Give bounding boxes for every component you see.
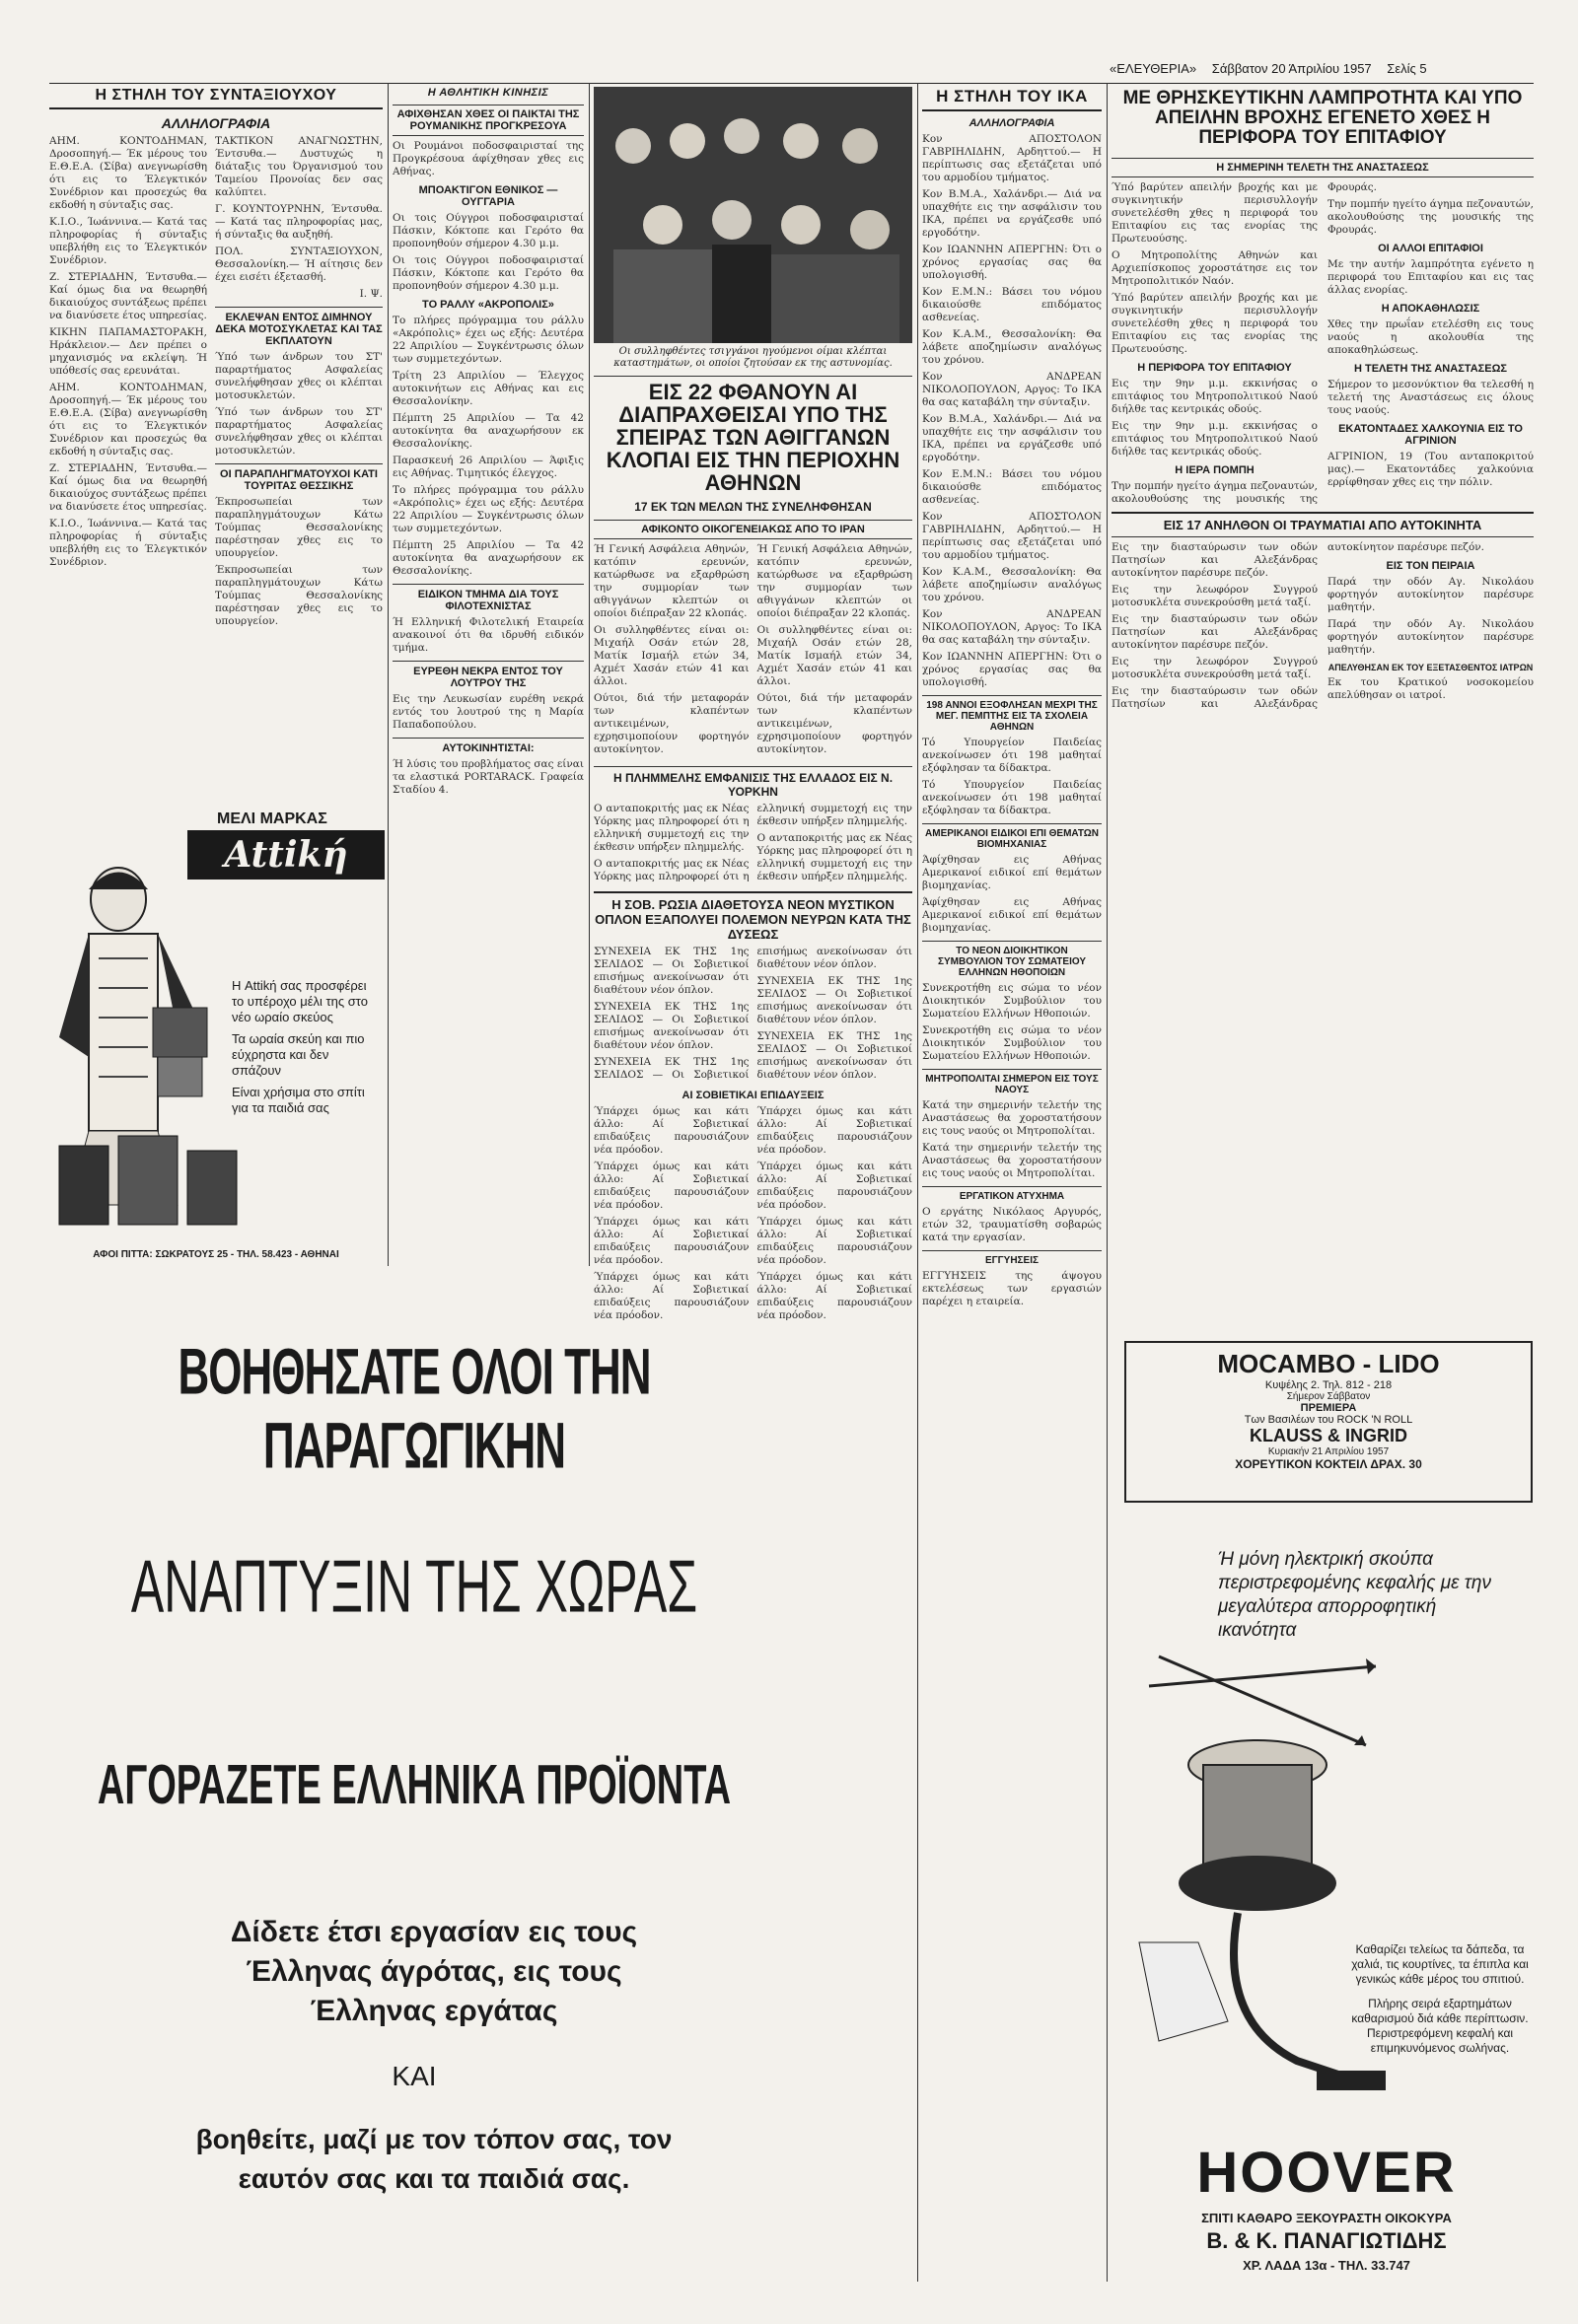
epitaph-text-2: Ο Μητροπολίτης Αθηνών και Αρχιεπίσκοπος χοροστάτησε εις τον Μητροπολιτικόν Ναόν. (1112, 248, 1318, 287)
gypsies-text-3: Ούτοι, διά τήν μεταφοράν των κλαπέντων αντικειμένων, εχρησιμοποίουν φορτηγόν αυτοκίνητον. (594, 692, 750, 756)
gypsies-text-4: Ή Γενική Ασφάλεια Αθηνών, κατόπιν ερευνών, κατώρθωσε να εξαρθρώση την συμμορίαν των αθιγγάνων κλεπτών οι οποίοι διέπραξαν 22 κλοπάς. (756, 543, 912, 620)
photo-caption: Οι συλληφθέντες τσιγγάνοι ηγούμενοι οίμαι κλέπται καταστημάτων, οι οποίοι ζητούσαν εκ της αστυνομίας. (613, 346, 893, 369)
hoover-dealer: Β. & Κ. ΠΑΝΑΓΙΩΤΙΔΗΣ (1206, 2228, 1447, 2253)
pension-letter-5: ΤΑΚΤΙΚΟΝ ΑΝΑΓΝΩΣΤΗΝ, Έντσυθα.— Δυστυχώς η διάταξις του Όργανισμού του Ταμείου Προνοίας δεν σας καλύπτει. (215, 135, 383, 198)
soviet-gains-text: Ύπάρχει όμως και κάτι άλλο: Αί Σοβιετικαί επιδαύξεις παρουσιάζουν νέα πρόοδον. (594, 1105, 750, 1157)
pension-signature: Ι. Ψ. (359, 288, 383, 300)
attiki-footer: ΑΦΟΙ ΠΙΤΤΑ: ΣΩΚΡΑΤΟΥΣ 25 - ΤΗΛ. 58.423 - ΑΘΗΝΑΙ (93, 1249, 339, 1260)
gypsies-sub-2: ΑΦΙΚΟΝΤΟ ΟΙΚΟΓΕΝΕΙΑΚΩΣ ΑΠΟ ΤΟ ΙΡΑΝ (594, 520, 912, 539)
masthead-date: Σάββατον 20 Άπριλίου 1957 (1211, 61, 1372, 76)
soviet-gains-text-3: Ύπάρχει όμως και κάτι άλλο: Αί Σοβιετικαί επιδαύξεις παρουσιάζουν νέα πρόοδον. (594, 1216, 750, 1267)
ika-letter-4: Κον Ε.Μ.Ν.: Βάσει του νόμου δικαιούσθε επιδόματος ασθενείας. (922, 286, 1102, 323)
soviet-weapon-heading: Η ΣΟΒ. ΡΩΣΙΑ ΔΙΑΘΕΤΟΥΣΑ ΝΕΟΝ ΜΥΣΤΙΚΟΝ ΟΠΛΟΝ ΕΞΑΠΟΛΥΕΙ ΠΟΛΕΜΟΝ ΝΕΥΡΩΝ ΚΑΤΑ ΤΗΣ ΔΥΣΕΩΣ (594, 891, 912, 942)
doctors-released-heading: ΑΠΕΛΥΘΗΣΑΝ ΕΚ ΤΟΥ ΕΞΕΤΑΣΘΕΝΤΟΣ ΙΑΤΡΩΝ (1327, 662, 1534, 672)
soviet-gains-text-4: Ύπάρχει όμως και κάτι άλλο: Αί Σοβιετικαί επιδαύξεις παρουσιάζουν νέα πρόοδον. (594, 1271, 750, 1322)
actors-union-heading: ΤΟ ΝΕΟΝ ΔΙΟΙΚΗΤΙΚΟΝ ΣΥΜΒΟΥΛΙΟΝ ΤΟΥ ΣΩΜΑΤΕΙΟΥ ΕΛΛΗΝΩΝ ΗΘΟΠΟΙΩΝ (922, 941, 1102, 978)
ika-letter-3: Κον ΙΩΑΝΝΗΝ ΑΠΕΡΓΗΝ: Ότι ο χρόνος εργασίας σας θα υπολογισθή. (922, 244, 1102, 281)
soviet-gains-heading: ΑΙ ΣΟΒΙΕΤΙΚΑΙ ΕΠΙΔΑΥΞΕΙΣ (681, 1090, 825, 1102)
american-experts-heading: ΑΜΕΡΙΚΑΝΟΙ ΕΙΔΙΚΟΙ ΕΠΙ ΘΕΜΑΤΩΝ ΒΙΟΜΗΧΑΝΙΑΣ (922, 823, 1102, 850)
ika-letter-filler-4: Κον Κ.Α.Μ., Θεσσαλονίκη: Θα λάβετε αποζημίωσιν αναλόγως του χρόνου. (922, 566, 1102, 603)
pension-letter-3: Ζ. ΣΤΕΡΙΑΔΗΝ, Έντσυθα.— Καί όμως δια να θεωρηθή δικαιούχος συντάξεως πρέπει να διανύσετε έτος υπηρεσίας. (49, 271, 207, 321)
ika-letter-filler-2: Κον Ε.Μ.Ν.: Βάσει του νόμου δικαιούσθε επιδόματος ασθενείας. (922, 468, 1102, 506)
holy-procession-heading: Η ΙΕΡΑ ΠΟΜΠΗ (1175, 463, 1255, 476)
soviet-weapon-body (594, 946, 912, 1084)
gypsies-main-title: ΕΙΣ 22 ΦΘΑΝΟΥΝ ΑΙ ΔΙΑΠΡΑΧΘΕΙΣΑΙ ΥΠΟ ΤΗΣ ΣΠΕΙΡΑΣ ΤΩΝ ΑΘΙΓΓΑΝΩΝ ΚΛΟΠΑΙ ΕΙΣ ΤΗΝ ΠΕΡΙΟΧΗΝ ΑΘΗΝΩΝ (594, 376, 912, 494)
column-epitaph (1112, 87, 1534, 1339)
greek-ad-line-2: ΑΝΑΠΤΥΞΙΝ ΤΗΣ ΧΩΡΑΣ (130, 1545, 698, 1628)
holy-procession-text-2: Την πομπήν ηγείτο άγημα πεζοναυτών, ακολουθούσης της μουσικής της Φρουράς. (1327, 197, 1534, 236)
school-fees-text: Τό Υπουργείον Παιδείας ανεκοίνωσεν ότι 198 μαθηταί εξόφλησαν τα δίδακτρα. (922, 737, 1102, 774)
hoover-side-2: Πλήρης σειρά εξαρτημάτων καθαρισμού διά κάθε περίπτωσιν. Περιστρεφόμενη κεφαλή και επιμηκυνόμενος σωλήνας. (1351, 1997, 1529, 2055)
rally-day-3: Πέμπτη 25 Απριλίου — Τα 42 αυτοκίνητα θα αναχωρήσουν εκ Θεσσαλονίκης. (393, 412, 584, 450)
guarantees-text: ΕΓΓΥΗΣΕΙΣ της άψογου εκτελέσεως των εργασιών παρέχει η εταιρεία. (922, 1270, 1102, 1307)
mocambo-line-3: Των Βασιλέων του ROCK 'N ROLL (1244, 1414, 1413, 1426)
ika-letter-filler-5: Κον ΑΝΔΡΕΑΝ ΝΙΚΟΛΟΠΟΥΛΟΝ, Αργος: Το ΙΚΑ θα σας καταβάλη την σύνταξιν. (922, 608, 1102, 646)
american-experts-text-2: Άφίχθησαν εις Αθήνας Αμερικανοί ειδικοί επί θεμάτων βιομηχανίας. (922, 896, 1102, 934)
column-ika (922, 87, 1102, 2281)
hoover-tagline: ΣΠΙΤΙ ΚΑΘΑΡΟ ΞΕΚΟΥΡΑΣΤΗ ΟΙΚΟΚΥΡΑ (1201, 2211, 1452, 2225)
column-sports (393, 87, 584, 1270)
ika-letter-filler-3: Κον ΑΠΟΣΤΟΛΟΝ ΓΑΒΡΙΗΛΙΔΗΝ, Αρδηττού.— Η περίπτωσις σας εξετάζεται υπό του αρμοδίου τμήματος. (922, 511, 1102, 561)
paraplegic-text-2: Έκπροσωπείαι των παραπληγμάτουχων Κάτω Τούμπας Θεσσαλονίκης παρέστησαν χθες εις το υπουργείον. (215, 564, 383, 627)
romanian-team-text: Οι Ρουμάνοι ποδοσφαιρισταί της Προγκρέσουα άφίχθησαν χθες εις Αθήνας. (393, 140, 584, 177)
guarantees-heading: ΕΓΓΥΗΣΕΙΣ (922, 1250, 1102, 1266)
ika-letter-5: Κον Κ.Α.Μ., Θεσσαλονίκη: Θα λάβετε αποζημίωσιν αναλόγως του χρόνου. (922, 328, 1102, 366)
acropolis-rally-heading: ΤΟ ΡΑΛΛΥ «ΑΚΡΟΠΟΛΙΣ» (422, 299, 554, 311)
car-injuries-text-1: Εις την διασταύρωσιν των οδών Πατησίων και Αλεξάνδρας αυτοκίνητον παρέσυρε πεζόν. (1112, 540, 1318, 579)
hoover-ad (1119, 1509, 1534, 2278)
american-experts-text: Άφίχθησαν εις Αθήνας Αμερικανοί ειδικοί επί θεμάτων βιομηχανίας. (922, 854, 1102, 891)
masthead-page: Σελίς 5 (1387, 61, 1427, 76)
pension-column-heading: Η ΣΤΗΛΗ ΤΟΥ ΣΥΝΤΑΞΙΟΥΧΟΥ (49, 87, 383, 109)
ny-exhibition-text-2: Ο ανταποκριτής μας εκ Νέας Υόρκης μας πληροφορεί ότι η ελληνική συμμετοχή εις την έκθεσιν υπήρξεν πλημμελής. (594, 803, 912, 883)
ika-heading: Η ΣΤΗΛΗ ΤΟΥ ΙΚΑ (922, 87, 1102, 111)
mocambo-performers: KLAUSS & INGRID (1249, 1426, 1407, 1445)
attiki-text-2: Τα ωραία σκεύη και πιο εύχρηστα και δεν σπάζουν (232, 1031, 365, 1078)
column-pension (49, 87, 383, 797)
mocambo-line-5: Κυριακήν 21 Απριλίου 1957 (1267, 1446, 1390, 1457)
car-injuries-text-3: Εις την διασταύρωσιν των οδών Πατησίων και Αλεξάνδρας αυτοκίνητον παρέσυρε πεζόν. (1112, 612, 1318, 651)
car-injuries-body (1112, 541, 1534, 711)
mocambo-name: MOCAMBO - LIDO (1217, 1349, 1440, 1378)
car-injuries-text-5: Εις την διασταύρωσιν των οδών Πατησίων και Αλεξάνδρας αυτοκίνητον παρέσυρε πεζόν. (1112, 540, 1484, 710)
ika-letter-filler-1: Κον Β.Μ.Α., Χαλάνδρι.— Διά να υπαχθήτε εις την ασφάλισιν του ΙΚΑ, πρέπει να εργάζεσθε υπό εργοδότην. (922, 413, 1102, 463)
hoover-side-text (1351, 1942, 1529, 2056)
car-injuries-heading: ΕΙΣ 17 ΑΝΗΛΘΟΝ ΟΙ ΤΡΑΥΜΑΤΙΑΙ ΑΠΟ ΑΥΤΟΚΙΝΗΤΑ (1112, 512, 1534, 537)
column-gypsies (594, 87, 912, 2281)
soviet-weapon-text: ΣΥΝΕΧΕΙΑ ΕΚ ΤΗΣ 1ης ΣΕΛΙΔΟΣ — Οι Σοβιετικοί επισήμως ανεκοίνωσαν ότι διαθέτουν νέον όπλον. (594, 946, 750, 997)
greek-ad-line-4: Δίδετε έτσι εργασίαν εις τους Έλληνας άγρότας, εις τους Έλληνας εργάτας (230, 1916, 638, 2027)
mocambo-line-1: Σήμερον Σάββατον (1286, 1391, 1371, 1402)
soviet-weapon-text-4: ΣΥΝΕΧΕΙΑ ΕΚ ΤΗΣ 1ης ΣΕΛΙΔΟΣ — Οι Σοβιετικοί επισήμως ανεκοίνωσαν ότι διαθέτουν νέον όπλον. (756, 975, 912, 1026)
photo-people-shapes (594, 87, 912, 343)
procession-text: Εις την 9ην μ.μ. εκκινήσας ο επιτάφιος του Μητροπολιτικού Ναού διήλθε τας κεντρικάς οδούς. (1112, 377, 1318, 415)
rally-day-filler-2: Πέμπτη 25 Απριλίου — Τα 42 αυτοκίνητα θα αναχωρήσουν εκ Θεσσαλονίκης. (393, 539, 584, 577)
metropolitans-text: Κατά την σημερινήν τελετήν της Αναστάσεως θα χοροστατήσουν εις τους ναούς οι Μητροπολίται. (922, 1099, 1102, 1137)
ika-letter-filler-6: Κον ΙΩΑΝΝΗΝ ΑΠΕΡΓΗΝ: Ότι ο χρόνος εργασίας σας θα υπολογισθή. (922, 651, 1102, 688)
pension-letter-filler: ΑΗΜ. ΚΟΝΤΟΔΗΜΑΝ, Δροσοπηγή.— Έκ μέρους του Ε.Θ.Ε.Α. (Σίβα) ανεγνωρίσθη ότι εις το Έλεγκτικόν Συνέδριον και προσεχώς θα εκδοθή η σύνταξις σας. (49, 382, 207, 458)
gypsies-body (594, 543, 912, 760)
work-accident-text: Ο εργάτης Νικόλαος Αργυρός, ετών 32, τραυματίσθη σοβαρώς κατά την εργασίαν. (922, 1206, 1102, 1243)
holy-procession-text: Την πομπήν ηγείτο άγημα πεζοναυτών, ακολουθούσης της μουσικής της Φρουράς. (1112, 180, 1377, 505)
work-accident-heading: ΕΡΓΑΤΙΚΟΝ ΑΤΥΧΗΜΑ (922, 1186, 1102, 1202)
resurrection-sub-heading: Η ΣΗΜΕΡΙΝΗ ΤΕΛΕΤΗ ΤΗΣ ΑΝΑΣΤΑΣΕΩΣ (1112, 158, 1534, 177)
masthead-paper: «ΕΛΕΥΘΕΡΙΑ» (1110, 61, 1197, 76)
piraeus-heading: ΕΙΣ ΤΟΝ ΠΕΙΡΑΙΑ (1386, 559, 1475, 572)
resurrection-ceremony-heading: Η ΤΕΛΕΤΗ ΤΗΣ ΑΝΑΣΤΑΣΕΩΣ (1354, 362, 1507, 375)
epitaph-text-1: Ύπό βαρύτεν απειλήν βροχής και με συγκινητικήν περισυλλογήν συνετελέσθη χθες η περιφορά του Επιταφίου εις τας ενορίας της Πρωτευούσης. (1112, 180, 1318, 245)
ethnikos-hungary-heading: ΜΠΟΑΚΤΙΓΟΝ ΕΘΝΙΚΟΣ — ΟΥΓΓΑΡΙΑ (418, 184, 558, 208)
romanian-team-heading: ΑΦΙΧΘΗΣΑΝ ΧΘΕΣ ΟΙ ΠΑΙΚΤΑΙ ΤΗΣ ΡΟΥΜΑΝΙΚΗΣ ΠΡΟΓΚΡΕΣΟΥΑ (393, 105, 584, 136)
procession-heading: Η ΠΕΡΙΦΟΡΑ ΤΟΥ ΕΠΙΤΑΦΙΟΥ (1137, 361, 1292, 374)
pension-letter-1: ΑΗΜ. ΚΟΝΤΟΔΗΜΑΝ, Δροσοπηγή.— Έκ μέρους του Ε.Θ.Ε.Α. (Σίβα) ανεγνωρίσθη ότι εις το Έλεγκτικόν Συνέδριον και προσεχώς θα εκδοθή η σύνταξις σας. (49, 135, 207, 211)
epitaph-text-filler: Ύπό βαρύτεν απειλήν βροχής και με συγκινητικήν περισυλλογήν συνετελέσθη χθες η περιφορά του Επιταφίου εις τας ενορίας της Πρωτευούσης. (1112, 291, 1318, 355)
soviet-gains-body (594, 1105, 912, 1326)
pension-letter-2: Κ.Ι.Ο., Ίωάννινα.— Κατά τας πληροφορίας ή σύνταξις υπεβλήθη εις το Έλεγκτικόν Συνέδριον. (49, 216, 207, 266)
resurrection-ceremony-text: Σήμερον το μεσονύκτιον θα τελεσθή η τελετή της Αναστάσεως εις όλους τους ναούς. (1327, 378, 1534, 416)
gypsies-text-5: Οι συλληφθέντες είναι οι: Μιχαήλ Οσάν ετών 28, Ματίκ Ισμαήλ ετών 34, Αχμέτ Χασάν ετών 41 και άλλοι. (756, 624, 912, 688)
ny-exhibition-body (594, 803, 912, 885)
paraplegic-heading: ΟΙ ΠΑΡΑΠΛΗΓΜΑΤΟΥΧΟΙ ΚΑΤΙ ΤΟΥΡΙΤΑΣ ΘΕΣΣΙΚΗΣ (215, 463, 383, 492)
mocambo-cocktail: ΧΟΡΕΥΤΙΚΟΝ ΚΟΚΤΕΙΛ ΔΡΑΧ. 30 (1235, 1457, 1422, 1471)
attiki-top-line: ΜΕΛΙ ΜΑΡΚΑΣ (217, 810, 327, 827)
gypsies-text-2: Οι συλληφθέντες είναι οι: Μιχαήλ Οσάν ετών 28, Ματίκ Ισμαήλ ετών 34, Αχμέτ Χασάν ετών 41 και άλλοι. (594, 624, 750, 688)
rally-day-1: Το πλήρες πρόγραμμα του ράλλυ «Ακρόπολις» έχει ως εξής: Δευτέρα 22 Απριλίου — Συγκέντρωσις όλων των συμμετεχόντων. (393, 315, 584, 365)
metropolitans-text-2: Κατά την σημερινήν τελετήν της Αναστάσεως θα χοροστατήσουν εις τους ναούς οι Μητροπολίται. (922, 1142, 1102, 1179)
metropolitans-heading: ΜΗΤΡΟΠΟΛΙΤΑΙ ΣΗΜΕΡΟΝ ΕΙΣ ΤΟΥΣ ΝΑΟΥΣ (922, 1069, 1102, 1095)
pension-correspondence-heading: ΑΛΛΗΛΟΓΡΑΦΙΑ (161, 115, 271, 131)
mocambo-line-2: ΠΡΕΜΙΕΡΑ (1300, 1402, 1357, 1414)
ika-letter-1: Κον ΑΠΟΣΤΟΛΟΝ ΓΑΒΡΙΗΛΙΔΗΝ, Αρδηττού.— Η περίπτωσις σας εξετάζεται υπό του αρμοδίου τμήματος. (922, 133, 1102, 183)
piraeus-text: Παρά την οδόν Αγ. Νικολάου φορτηγόν αυτοκίνητον παρέσυρε μαθητήν. (1327, 575, 1534, 613)
car-injuries-text-2: Εις την λεωφόρον Συγγρού μοτοσυκλέτα συνεκρούσθη μετά ταξί. (1112, 583, 1318, 608)
other-epitaphs-text: Με την αυτήν λαμπρότητα εγένετο η περιφορά του Επιταφίου και εις τας άλλας ενορίας. (1327, 257, 1534, 296)
epitaph-main-title: ΜΕ ΘΡΗΣΚΕΥΤΙΚΗΝ ΛΑΜΠΡΟΤΗΤΑ ΚΑΙ ΥΠΟ ΑΠΕΙΛΗΝ ΒΡΟΧΗΣ ΕΓΕΝΕΤΟ ΧΘΕΣ Η ΠΕΡΙΦΟΡΑ ΤΟΥ ΕΠΙΤΑΦΙΟΥ (1122, 88, 1523, 148)
bath-death-heading: ΕΥΡΕΘΗ ΝΕΚΡΑ ΕΝΤΟΣ ΤΟΥ ΛΟΥΤΡΟΥ ΤΗΣ (393, 661, 584, 689)
ika-letter-2: Κον Β.Μ.Α., Χαλάνδρι.— Διά να υπαχθήτε εις την ασφάλισιν του ΙΚΑ, πρέπει να εργάζεσθε υπό εργοδότην. (922, 188, 1102, 239)
philately-heading: ΕΙΔΙΚΟΝ ΤΜΗΜΑ ΔΙΑ ΤΟΥΣ ΦΙΛΟΤΕΧΝΙΣΤΑΣ (393, 584, 584, 612)
motorcycle-theft-text-2: Ύπό των άνδρων του ΣΤ' παραρτήματος Ασφαλείας συνελήφθησαν χθες οι κλέπται μοτοσυκλετών. (215, 406, 383, 457)
soviet-weapon-text-3: ΣΥΝΕΧΕΙΑ ΕΚ ΤΗΣ 1ης ΣΕΛΙΔΟΣ — Οι Σοβιετικοί επισήμως ανεκοίνωσαν ότι διαθέτουν νέον όπλον. (594, 946, 912, 1082)
ika-letter-6: Κον ΑΝΔΡΕΑΝ ΝΙΚΟΛΟΠΟΥΛΟΝ, Αργος: Το ΙΚΑ θα σας καταβάλη την σύνταξιν. (922, 371, 1102, 408)
soviet-gains-text-8: Ύπάρχει όμως και κάτι άλλο: Αί Σοβιετικαί επιδαύξεις παρουσιάζουν νέα πρόοδον. (756, 1271, 912, 1322)
actors-union-text-2: Συνεκροτήθη εις σώμα το νέον Διοικητικόν Συμβούλιον του Σωματείου Ελλήνων Ηθοποιών. (922, 1024, 1102, 1062)
ny-exhibition-text: Ο ανταποκριτής μας εκ Νέας Υόρκης μας πληροφορεί ότι η ελληνική συμμετοχή εις την έκθεσιν υπήρξεν πλημμελής. (594, 803, 750, 854)
soviet-gains-text-2: Ύπάρχει όμως και κάτι άλλο: Αί Σοβιετικαί επιδαύξεις παρουσιάζουν νέα πρόοδον. (594, 1161, 750, 1212)
soviet-gains-text-7: Ύπάρχει όμως και κάτι άλλο: Αί Σοβιετικαί επιδαύξεις παρουσιάζουν νέα πρόοδον. (756, 1216, 912, 1267)
masthead (1110, 61, 1534, 81)
greek-ad-line-3: ΑΓΟΡΑΖΕΤΕ ΕΛΛΗΝΙΚΑ ΠΡΟΪΟΝΤΑ (97, 1754, 732, 1817)
motorcycle-theft-text: Ύπό των άνδρων του ΣΤ' παραρτήματος Ασφαλείας συνελήφθησαν χθες οι κλέπται μοτοσυκλετών. (215, 351, 383, 401)
rally-day-2: Τρίτη 23 Απριλίου — Έλεγχος αυτοκινήτων εις Αθήνας και εις Θεσσαλονίκην. (393, 370, 584, 407)
procession-text-2: Εις την 9ην μ.μ. εκκινήσας ο επιτάφιος του Μητροπολιτικού Ναού διήλθε τας κεντρικάς οδούς. (1112, 419, 1318, 458)
ny-exhibition-text-3: Ο ανταποκριτής μας εκ Νέας Υόρκης μας πληροφορεί ότι η ελληνική συμμετοχή εις την έκθεσιν υπήρξεν πλημμελής. (756, 832, 912, 883)
epitaph-body (1112, 181, 1534, 506)
soviet-gains-text-6: Ύπάρχει όμως και κάτι άλλο: Αί Σοβιετικαί επιδαύξεις παρουσιάζουν νέα πρόοδον. (756, 1161, 912, 1212)
motorcycle-theft-heading: ΕΚΛΕΨΑΝ ΕΝΤΟΣ ΔΙΜΗΝΟΥ ΔΕΚΑ ΜΟΤΟΣΥΚΛΕΤΑΣ ΚΑΙ ΤΑΣ ΕΚΠΛΑΤΟΥΝ (215, 307, 383, 347)
soviet-gains-text-5: Ύπάρχει όμως και κάτι άλλο: Αί Σοβιετικαί επιδαύξεις παρουσιάζουν νέα πρόοδον. (756, 1105, 912, 1157)
pension-letter-6: Γ. ΚΟΥΝΤΟΥΡΝΗΝ, Έντσυθα.— Κατά τας πληροφορίας μας, ή σύνταξις θα αυξηθή. (215, 203, 383, 241)
agrinio-heading: ΕΚΑΤΟΝΤΑΔΕΣ ΧΑΛΚΟΥΝΙΑ ΕΙΣ ΤΟ ΑΓΡΙΝΙΟΝ (1338, 422, 1523, 447)
hoover-side-1: Καθαρίζει τελείως τα δάπεδα, τα χαλιά, τις κουρτίνες, τα έπιπλα και γενικώς κάθε μέρος του σπιτιού. (1351, 1942, 1529, 1986)
bath-death-text: Εις την Λευκωσίαν ευρέθη νεκρά εντός του λουτρού της η Μαρία Παπαδοπούλου. (393, 693, 584, 731)
ethnikos-hungary-text: Οι τοις Ούγγροι ποδοσφαιρισταί Πάσκιν, Κόκτοπε και Γερότο θα προπονηθούν σήμερον 4.30 μ.μ. (393, 212, 584, 249)
attiki-brand: Attikή (187, 830, 385, 880)
rally-day-4: Παρασκευή 26 Απριλίου — Άφιξις εις Αθήνας. Τιμητικός έλεγχος. (393, 455, 584, 479)
piraeus-text-2: Παρά την οδόν Αγ. Νικολάου φορτηγόν αυτοκίνητον παρέσυρε μαθητήν. (1327, 617, 1534, 656)
greek-ad-line-5: ΚΑΙ (392, 2061, 437, 2091)
descent-text: Χθες την πρωΐαν ετελέσθη εις τους ναούς η ακολουθία της αποκαθηλώσεως. (1327, 317, 1534, 356)
hoover-address: ΧΡ. ΛΑΔΑ 13α - ΤΗΛ. 33.747 (1243, 2258, 1410, 2273)
hoover-brand: HOOVER (1196, 2141, 1457, 2205)
motorists-heading: ΑΥΤΟΚΙΝΗΤΙΣΤΑΙ: (393, 738, 584, 754)
ika-correspondence-heading: ΑΛΛΗΛΟΓΡΑΦΙΑ (968, 117, 1055, 129)
soviet-weapon-text-5: ΣΥΝΕΧΕΙΑ ΕΚ ΤΗΣ 1ης ΣΕΛΙΔΟΣ — Οι Σοβιετικοί επισήμως ανεκοίνωσαν ότι διαθέτουν νέον όπλον. (756, 1030, 912, 1082)
philately-text: Ή Ελληνική Φιλοτελική Εταιρεία ανακοινοί ότι θα ιδρυθή ειδικόν τμήμα. (393, 616, 584, 654)
pension-letter-filler-2: Ζ. ΣΤΕΡΙΑΔΗΝ, Έντσυθα.— Καί όμως δια να θεωρηθή δικαιούχος συντάξεως πρέπει να διανύσετε έτος υπηρεσίας. (49, 462, 207, 513)
arrested-gypsies-photo (594, 87, 912, 343)
sports-heading: Η ΑΘΛΗΤΙΚΗ ΚΙΝΗΣΙΣ (427, 87, 549, 99)
attiki-text-1: Η Attikή σας προσφέρει το υπέροχο μέλι της στο νέο ωραίο σκεύος (232, 978, 368, 1024)
gypsies-sub-1: 17 ΕΚ ΤΩΝ ΜΕΛΩΝ ΤΗΣ ΣΥΝΕΛΗΦΘΗΣΑΝ (634, 500, 872, 515)
honey-jars-illustration (49, 1126, 247, 1234)
greek-ad-line-6: βοηθείτε, μαζί με τον τόπον σας, τον εαυτόν σας και τα παιδιά σας. (195, 2124, 673, 2194)
pension-letter-7: ΠΟΛ. ΣΥΝΤΑΞΙΟΥΧΟΝ, Θεσσαλονίκη.— Ή αίτησις δεν έχει εισέτι έξετασθή. (215, 246, 383, 283)
agrinio-text: ΑΓΡΙΝΙΟΝ, 19 (Του ανταποκριτού μας).— Εκατοντάδες χαλκούνια ερρίφθησαν χθες εις την πόλιν. (1327, 450, 1534, 488)
ny-exhibition-heading: Η ΠΛΗΜΜΕΛΗΣ ΕΜΦΑΝΙΣΙΣ ΤΗΣ ΕΛΛΑΔΟΣ ΕΙΣ Ν. ΥΟΡΚΗΝ (594, 766, 912, 799)
attiki-text-3: Είναι χρήσιμα στο σπίτι για τα παιδιά σας (232, 1085, 365, 1115)
pension-letter-4: ΚΙΚΗΝ ΠΑΠΑΜΑΣΤΟΡΑΚΗ, Ηράκλειον.— Δεν πρέπει ο μηχανισμός να εκλείψη. Ή υπόθεσίς σας ερευνάται. (49, 326, 207, 377)
paraplegic-text: Έκπροσωπείαι των παραπληγμάτουχων Κάτω Τούμπας Θεσσαλονίκης παρέστησαν χθες εις το υπουργείον. (215, 496, 383, 559)
car-injuries-text-4: Εις την λεωφόρον Συγγρού μοτοσυκλέτα συνεκρούσθη μετά ταξί. (1112, 655, 1318, 680)
school-fees-text-2: Τό Υπουργείον Παιδείας ανεκοίνωσεν ότι 198 μαθηταί εξόφλησαν τα δίδακτρα. (922, 779, 1102, 816)
ethnikos-hungary-text-2: Οι τοις Ούγγροι ποδοσφαιρισταί Πάσκιν, Κόκτοπε και Γερότο θα προπονηθούν σήμερον 4.30 μ.μ. (393, 254, 584, 292)
motorists-text: Ή λύσις του προβλήματος σας είναι τα ελαστικά PORTARACK. Γραφεία Σταδίου 4. (393, 758, 584, 796)
gypsies-text-6: Ούτοι, διά τήν μεταφοράν των κλαπέντων αντικειμένων, εχρησιμοποίουν φορτηγόν αυτοκίνητον. (756, 692, 912, 756)
attiki-honey-ad (49, 801, 383, 1264)
other-epitaphs-heading: ΟΙ ΑΛΛΟΙ ΕΠΙΤΑΦΙΟΙ (1378, 242, 1483, 254)
actors-union-text: Συνεκροτήθη εις σώμα το νέον Διοικητικόν Συμβούλιον του Σωματείου Ελλήνων Ηθοποιών. (922, 982, 1102, 1020)
attiki-description (232, 978, 380, 1116)
doctors-released-text: Εκ του Κρατικού νοσοκομείου απελύθησαν οι ιατροί. (1327, 675, 1534, 701)
greek-ad-line-1: ΒΟΗΘΗΣΑΤΕ ΟΛΟΙ ΤΗΝ ΠΑΡΑΓΩΓΙΚΗΝ (178, 1336, 651, 1483)
mocambo-lido-ad (1124, 1341, 1533, 1503)
rally-day-filler: Το πλήρες πρόγραμμα του ράλλυ «Ακρόπολις» έχει ως εξής: Δευτέρα 22 Απριλίου — Συγκέντρωσις όλων των συμμετεχόντων. (393, 484, 584, 534)
mocambo-address: Κυψέλης 2. Τηλ. 812 - 218 (1264, 1379, 1393, 1391)
descent-heading: Η ΑΠΟΚΑΘΗΛΩΣΙΣ (1381, 302, 1480, 315)
pension-letter-filler-3: Κ.Ι.Ο., Ίωάννινα.— Κατά τας πληροφορίας ή σύνταξις υπεβλήθη εις το Έλεγκτικόν Συνέδριον. (49, 518, 207, 568)
school-fees-heading: 198 ΑΝΝΟΙ ΕΞΟΦΛΗΣΑΝ ΜΕΧΡΙ ΤΗΣ ΜΕΓ. ΠΕΜΠΤΗΣ ΕΙΣ ΤΑ ΣΧΟΛΕΙΑ ΑΘΗΝΩΝ (922, 695, 1102, 733)
soviet-weapon-text-2: ΣΥΝΕΧΕΙΑ ΕΚ ΤΗΣ 1ης ΣΕΛΙΔΟΣ — Οι Σοβιετικοί επισήμως ανεκοίνωσαν ότι διαθέτουν νέον όπλον. (594, 1001, 750, 1052)
gypsies-text-1: Ή Γενική Ασφάλεια Αθηνών, κατόπιν ερευνών, κατώρθωσε να εξαρθρώση την συμμορίαν των αθιγγάνων κλεπτών οι οποίοι διέπραξαν 22 κλοπάς. (594, 543, 750, 620)
hoover-headline: Ή μόνη ηλεκτρική σκούπα περιστρεφομένης κεφαλής με την μεγαλύτερα απορροφητική ικανότητα (1218, 1549, 1491, 1641)
